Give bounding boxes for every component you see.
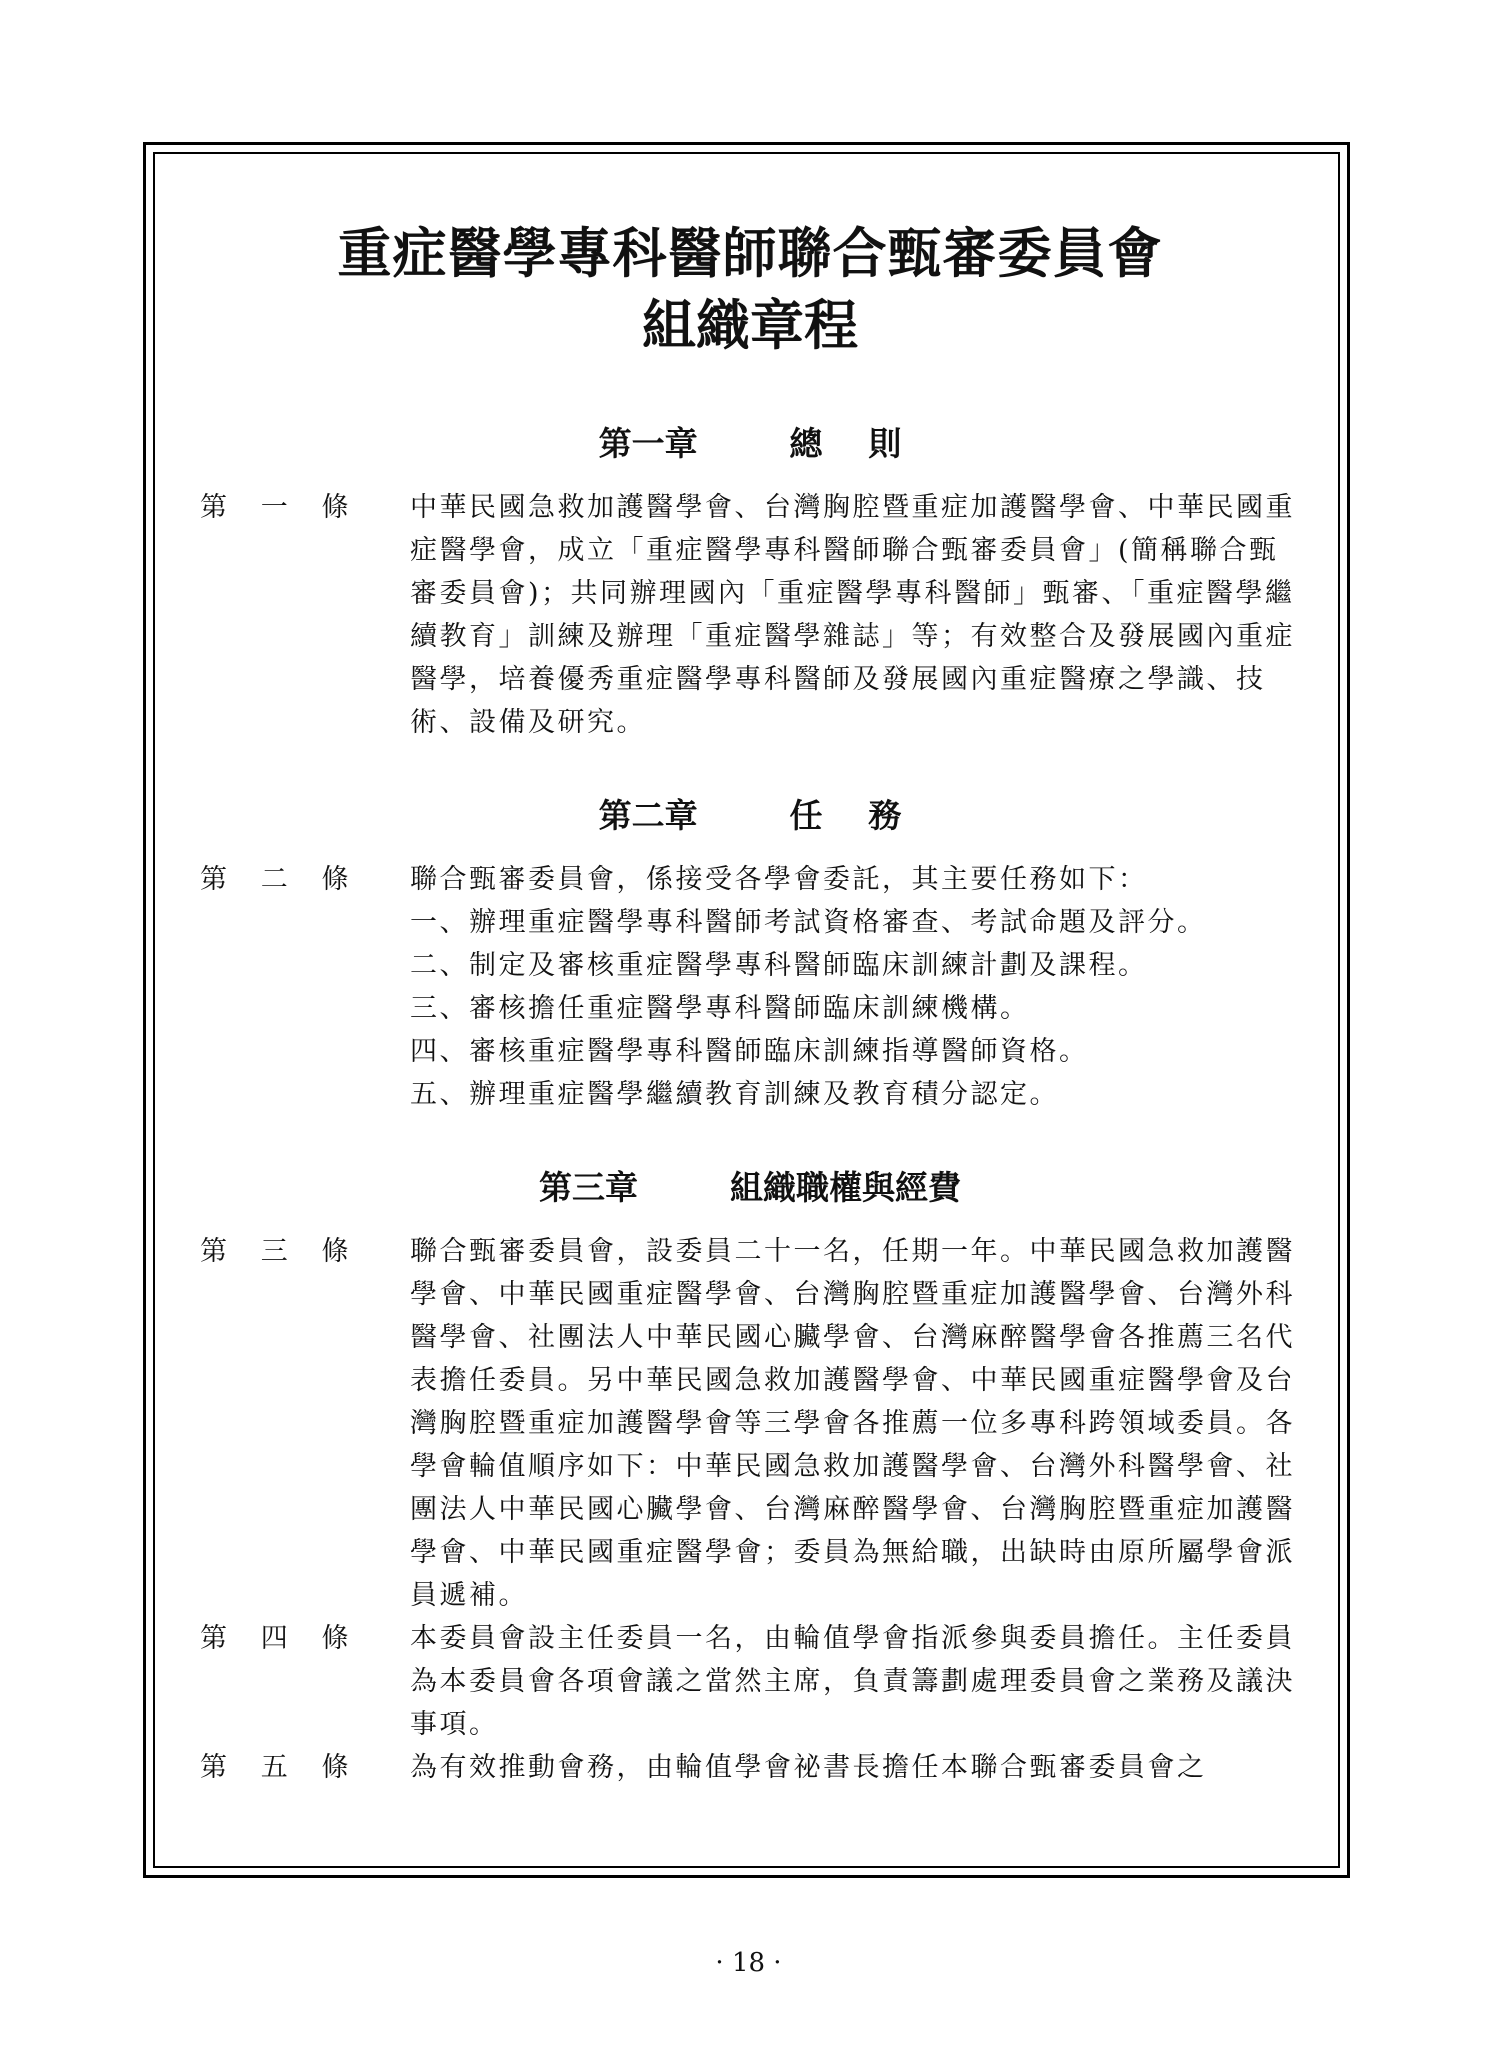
article-label: 第 四 條 xyxy=(200,1623,351,1654)
article-3 xyxy=(200,1230,1300,1617)
chapter-heading: 第一章 總 則 xyxy=(598,424,902,463)
article-list-item: 三、審核擔任重症醫學專科醫師臨床訓練機構。 xyxy=(410,993,1030,1024)
article-paragraph: 本委員會設主任委員一名，由輪值學會指派參與委員擔任。主任委員為本委員會各項會議之當然主席，負責籌劃處理委員會之業務及議決事項。 xyxy=(410,1623,1295,1740)
article-list-item: 二、制定及審核重症醫學專科醫師臨床訓練計劃及課程。 xyxy=(410,950,1148,981)
document-subtitle: 組織章程 xyxy=(642,294,858,357)
article-1 xyxy=(200,486,1300,744)
article-label: 第 三 條 xyxy=(200,1236,351,1267)
chapter-2 xyxy=(200,794,1300,1116)
article-paragraph: 為有效推動會務，由輪值學會祕書長擔任本聯合甄審委員會之 xyxy=(410,1752,1207,1783)
article-label: 第 二 條 xyxy=(200,864,351,895)
article-label: 第 五 條 xyxy=(200,1752,351,1783)
article-body xyxy=(410,1617,1300,1746)
article-4 xyxy=(200,1617,1300,1746)
article-body xyxy=(410,1746,1300,1789)
article-list-item: 一、辦理重症醫學專科醫師考試資格審查、考試命題及評分。 xyxy=(410,907,1207,938)
article-paragraph: 聯合甄審委員會，設委員二十一名，任期一年。中華民國急救加護醫學會、中華民國重症醫學會、台灣胸腔暨重症加護醫學會、台灣外科醫學會、社團法人中華民國心臟學會、台灣麻醉醫學會各推薦三名代表擔任委員。另中華民國急救加護醫學會、中華民國重症醫學會及台灣胸腔暨重症加護醫學會等三學會各推薦一位多專科跨領域委員。各學會輪值順序如下：中華民國急救加護醫學會、台灣外科醫學會、社團法人中華民國心臟學會、台灣麻醉醫學會、台灣胸腔暨重症加護醫學會、中華民國重症醫學會；委員為無給職，出缺時由原所屬學會派員遞補。 xyxy=(410,1236,1295,1611)
chapter-heading: 第三章 組織職權與經費 xyxy=(539,1168,961,1207)
article-body xyxy=(410,1230,1300,1617)
article-list-item: 五、辦理重症醫學繼續教育訓練及教育積分認定。 xyxy=(410,1079,1059,1110)
article-2 xyxy=(200,858,1300,1116)
article-body xyxy=(410,858,1300,1116)
document-content xyxy=(200,218,1300,1789)
article-5 xyxy=(200,1746,1300,1789)
article-paragraph: 聯合甄審委員會，係接受各學會委託，其主要任務如下： xyxy=(410,864,1148,895)
chapter-3 xyxy=(200,1166,1300,1789)
chapter-heading: 第二章 任 務 xyxy=(598,796,902,835)
page-number: · 18 · xyxy=(715,1948,782,1978)
document-title: 重症醫學專科醫師聯合甄審委員會 xyxy=(337,222,1163,285)
article-body xyxy=(410,486,1300,744)
chapter-1 xyxy=(200,422,1300,744)
article-list-item: 四、審核重症醫學專科醫師臨床訓練指導醫師資格。 xyxy=(410,1036,1089,1067)
section-spacer xyxy=(200,744,1300,794)
article-paragraph: 中華民國急救加護醫學會、台灣胸腔暨重症加護醫學會、中華民國重症醫學會，成立「重症醫學專科醫師聯合甄審委員會」(簡稱聯合甄審委員會)；共同辦理國內「重症醫學專科醫師」甄審、「重症醫學繼續教育」訓練及辦理「重症醫學雜誌」等；有效整合及發展國內重症醫學，培養優秀重症醫學專科醫師及發展國內重症醫療之學識、技術、設備及研究。 xyxy=(410,492,1295,738)
article-label: 第 一 條 xyxy=(200,492,351,523)
section-spacer xyxy=(200,1116,1300,1166)
